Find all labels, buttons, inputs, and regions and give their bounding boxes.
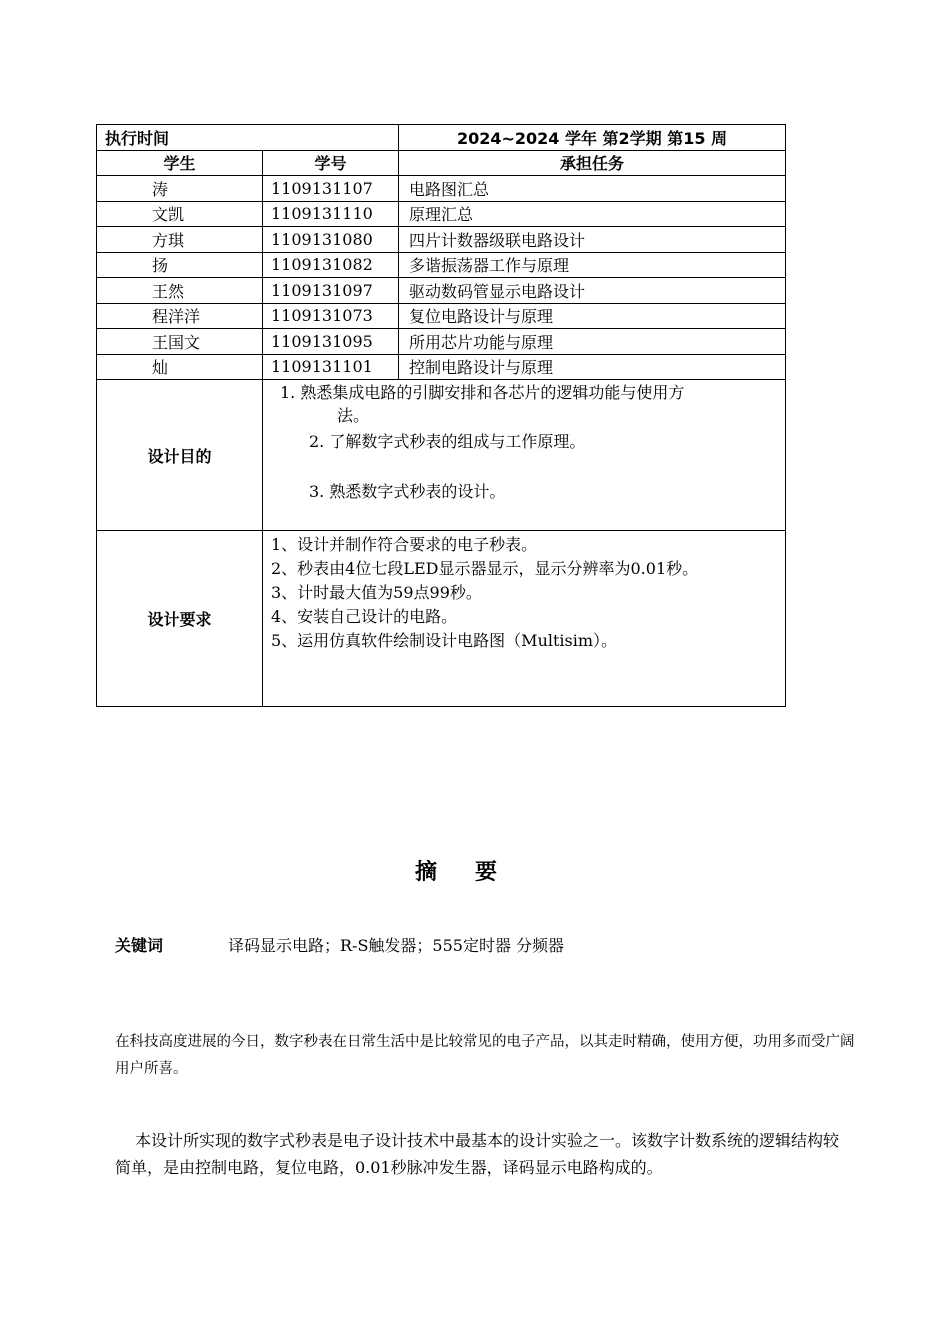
student-task: 控制电路设计与原理 xyxy=(399,354,786,380)
student-id: 1109131095 xyxy=(263,329,399,355)
table-row xyxy=(97,354,786,380)
exec-time-row xyxy=(97,125,786,151)
header-id: 学号 xyxy=(263,150,399,176)
design-goal-row xyxy=(97,380,786,531)
header-row xyxy=(97,150,786,176)
requirement-item: 5、运用仿真软件绘制设计电路图（Multisim）。 xyxy=(271,631,618,650)
goal-item-continuation: 法。 xyxy=(337,406,370,425)
student-task: 复位电路设计与原理 xyxy=(399,303,786,329)
abstract-paragraph-2: 本设计所实现的数字式秒表是电子设计技术中最基本的设计实验之一。该数字计数系统的逻辑结构较简单，是由控制电路，复位电路，0.01秒脉冲发生器，译码显示电路构成的。 xyxy=(115,1131,840,1177)
student-id: 1109131097 xyxy=(263,278,399,304)
student-id: 1109131101 xyxy=(263,354,399,380)
table-row xyxy=(97,227,786,253)
student-id: 1109131082 xyxy=(263,252,399,278)
student-name: 王国文 xyxy=(97,329,263,355)
goal-item: 1. 熟悉集成电路的引脚安排和各芯片的逻辑功能与使用方 xyxy=(280,383,685,402)
student-id: 1109131110 xyxy=(263,201,399,227)
design-goal-label: 设计目的 xyxy=(97,380,263,531)
goal-item: 3. 熟悉数字式秒表的设计。 xyxy=(309,482,506,501)
student-task: 多谐振荡器工作与原理 xyxy=(399,252,786,278)
student-task: 电路图汇总 xyxy=(399,176,786,202)
abstract-title: 摘要 xyxy=(414,860,535,885)
student-id: 1109131073 xyxy=(263,303,399,329)
student-task: 原理汇总 xyxy=(399,201,786,227)
exec-time-value: 2024~2024 学年 第2学期 第15 周 xyxy=(399,125,786,151)
table-row xyxy=(97,278,786,304)
student-name: 涛 xyxy=(97,176,263,202)
design-requirement-row xyxy=(97,531,786,707)
table-row xyxy=(97,329,786,355)
requirement-item: 2、秒表由4位七段LED显示器显示，显示分辨率为0.01秒。 xyxy=(271,559,699,578)
abstract-paragraph-1: 在科技高度进展的今日，数字秒表在日常生活中是比较常见的电子产品，以其走时精确，使用方便，功用多而受广阔用户所喜。 xyxy=(115,1034,855,1077)
table-row xyxy=(97,176,786,202)
requirement-item: 3、计时最大值为59点99秒。 xyxy=(271,583,482,602)
design-requirement-content xyxy=(263,531,786,707)
requirement-item: 1、设计并制作符合要求的电子秒表。 xyxy=(271,535,538,554)
student-name: 扬 xyxy=(97,252,263,278)
table-row xyxy=(97,303,786,329)
student-name: 灿 xyxy=(97,354,263,380)
header-task: 承担任务 xyxy=(399,150,786,176)
exec-time-label: 执行时间 xyxy=(97,125,399,151)
requirement-item: 4、安装自己设计的电路。 xyxy=(271,607,458,626)
table-row xyxy=(97,252,786,278)
header-student: 学生 xyxy=(97,150,263,176)
student-id: 1109131107 xyxy=(263,176,399,202)
student-task: 所用芯片功能与原理 xyxy=(399,329,786,355)
design-requirement-label: 设计要求 xyxy=(97,531,263,707)
student-task: 驱动数码管显示电路设计 xyxy=(399,278,786,304)
table-row xyxy=(97,201,786,227)
course-info-table xyxy=(96,124,786,707)
student-task: 四片计数器级联电路设计 xyxy=(399,227,786,253)
student-id: 1109131080 xyxy=(263,227,399,253)
keywords-value: 译码显示电路；R-S触发器；555定时器 分频器 xyxy=(228,936,565,955)
student-name: 文凯 xyxy=(97,201,263,227)
keywords-label: 关键词 xyxy=(115,936,164,955)
design-goal-content xyxy=(263,380,786,531)
student-name: 程洋洋 xyxy=(97,303,263,329)
goal-item: 2. 了解数字式秒表的组成与工作原理。 xyxy=(309,432,586,451)
student-name: 方琪 xyxy=(97,227,263,253)
student-name: 王然 xyxy=(97,278,263,304)
